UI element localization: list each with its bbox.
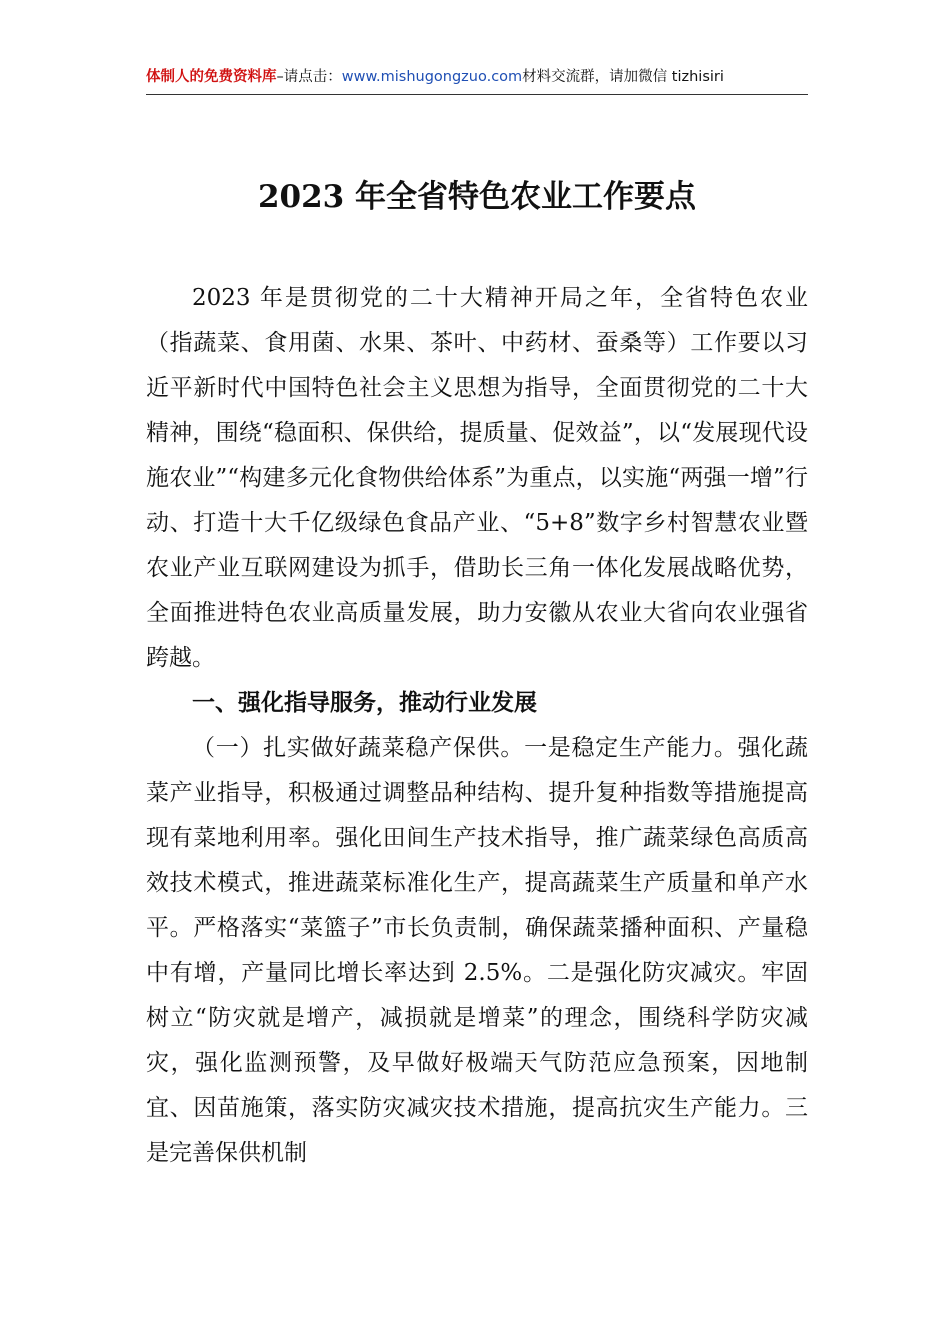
section-heading: 一、强化指导服务，推动行业发展: [192, 690, 537, 716]
contact-text: 材料交流群，请加微信 tizhisiri: [522, 69, 724, 85]
document-body: [146, 276, 808, 1176]
intro-paragraph: 2023 年是贯彻党的二十大精神开局之年，全省特色农业（指蔬菜、食用菌、水果、茶叶、中药材、蚕桑等）工作要以习近平新时代中国特色社会主义思想为指导，全面贯彻党的二十大精神，围绕“稳面积、保供给，提质量、促效益”，以“发展现代设施农业”“构建多元化食物供给体系”为重点，以实施“两强一增”行动、打造十大千亿级绿色食品产业、“5+8”数字乡村智慧农业暨农业产业互联网建设为抓手，借助长三角一体化发展战略优势，全面推进特色农业高质量发展，助力安徽从农业大省向农业强省跨越。: [146, 285, 808, 671]
site-link[interactable]: www.mishugongzuo.com: [341, 69, 523, 85]
document-title: 2023 年全省特色农业工作要点: [257, 179, 697, 215]
section-paragraph: （一）扎实做好蔬菜稳产保供。一是稳定生产能力。强化蔬菜产业指导，积极通过调整品种结构、提升复种指数等措施提高现有菜地利用率。强化田间生产技术指导，推广蔬菜绿色高质高效技术模式，推进蔬菜标准化生产，提高蔬菜生产质量和单产水平。严格落实“菜篮子”市长负责制，确保蔬菜播种面积、产量稳中有增，产量同比增长率达到 2.5%。二是强化防灾减灾。牢固树立“防灾就是增产，减损就是增菜”的理念，围绕科学防灾减灾，强化监测预警，及早做好极端天气防范应急预案，因地制宜、因苗施策，落实防灾减灾技术措施，提高抗灾生产能力。三是完善保供机制: [146, 735, 808, 1166]
click-prompt: –请点击：: [276, 69, 342, 85]
header-banner: [146, 64, 808, 95]
brand-text: 体制人的免费资料库: [146, 69, 277, 85]
